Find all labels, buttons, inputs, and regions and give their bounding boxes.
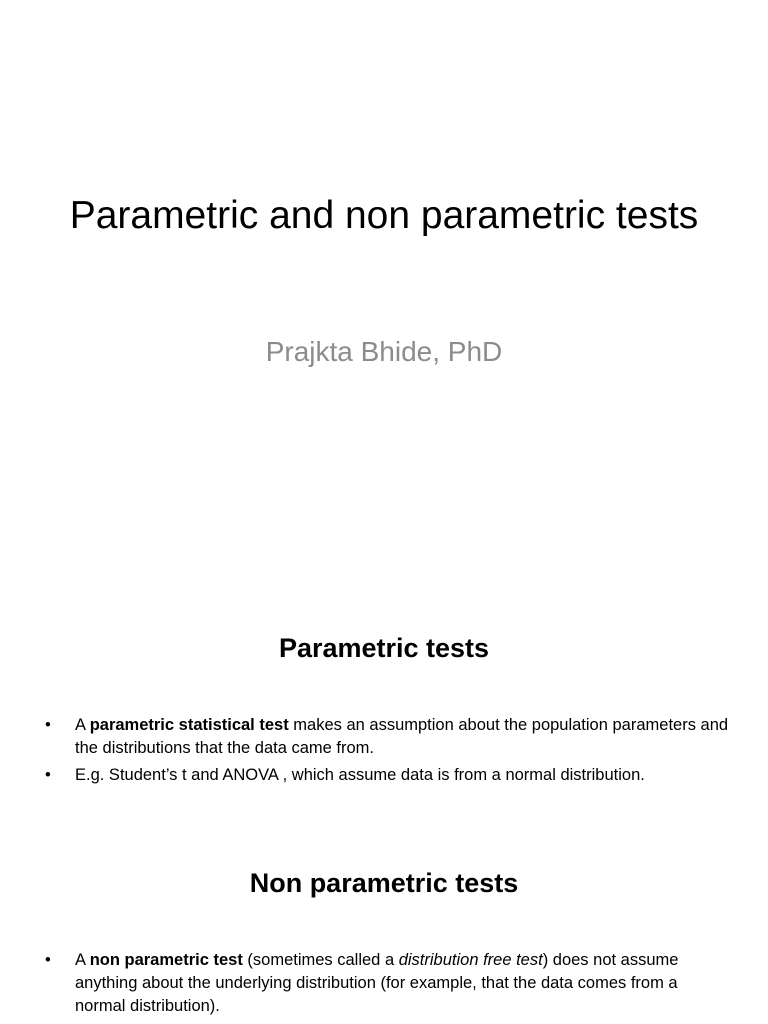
bullet-text-middle: (sometimes called a bbox=[242, 951, 399, 969]
bullet-text-suffix: ) does not assume anything about the underlying distribution (for example, that the data comes from a normal distribution). bbox=[75, 951, 679, 1015]
bullet-item bbox=[40, 714, 730, 760]
bullet-list-nonparametric bbox=[40, 949, 730, 1022]
presentation-author: Prajkta Bhide, PhD bbox=[265, 336, 503, 367]
section-heading-parametric: Parametric tests bbox=[278, 633, 490, 663]
bullet-list-parametric bbox=[40, 714, 730, 791]
bullet-text-bold: parametric statistical test bbox=[89, 716, 289, 734]
bullet-item bbox=[40, 949, 730, 1018]
bullet-text-prefix: A bbox=[75, 951, 90, 969]
bullet-text-italic: distribution free test bbox=[398, 951, 543, 969]
bullet-dot-icon: • bbox=[45, 951, 51, 969]
presentation-title: Parametric and non parametric tests bbox=[69, 194, 699, 237]
bullet-dot-icon: • bbox=[45, 766, 51, 784]
bullet-text: E.g. Student’s t and ANOVA , which assume data is from a normal distribution. bbox=[75, 766, 645, 784]
section-heading-nonparametric: Non parametric tests bbox=[249, 868, 519, 898]
bullet-text-prefix: A bbox=[75, 716, 90, 734]
bullet-text-suffix: makes an assumption about the population parameters and the distributions that the data came from. bbox=[75, 716, 729, 757]
bullet-text-bold: non parametric test bbox=[89, 951, 243, 969]
content-slide bbox=[0, 574, 768, 1024]
bullet-item bbox=[40, 764, 730, 787]
bullet-dot-icon: • bbox=[45, 716, 51, 734]
